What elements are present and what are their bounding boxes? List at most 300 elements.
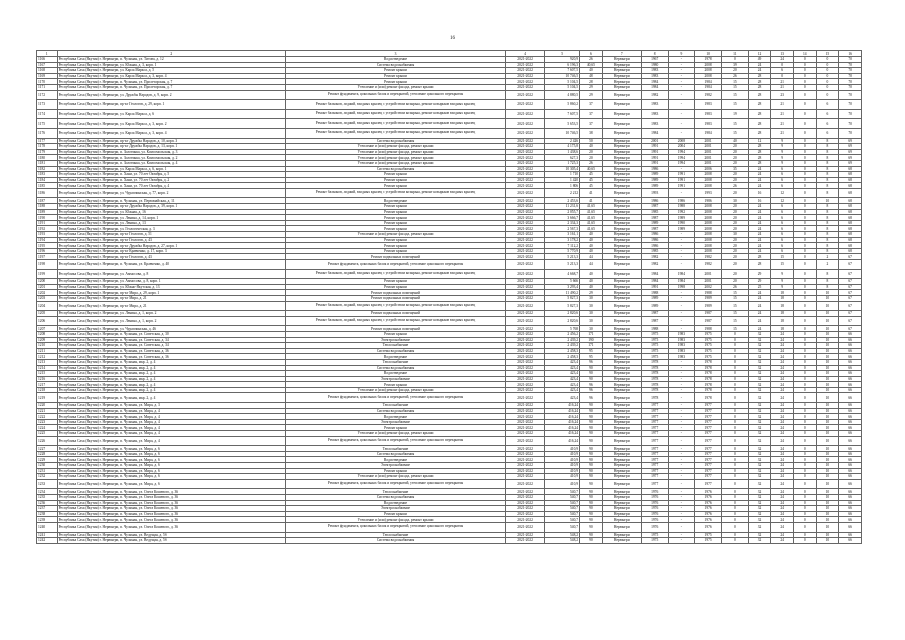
table-cell-col-8: 1978 — [641, 382, 668, 388]
table-cell-col-11: 0 — [722, 451, 749, 457]
table-cell-col-12: 24 — [748, 248, 771, 254]
table-cell-col-9: 1991 — [668, 183, 695, 189]
table-cell-col-6: 96 — [580, 393, 603, 403]
table-cell-col-5: 10 746,5 — [545, 128, 580, 138]
table-cell-col-15: 10 — [816, 326, 839, 332]
table-cell-col-1: 1230 — [37, 463, 58, 469]
table-body — [37, 57, 862, 544]
table-cell-col-14: 0 — [793, 506, 816, 512]
table-cell-col-1: 1194 — [37, 237, 58, 243]
table-cell-col-6: 50 — [580, 138, 603, 144]
table-cell-col-4: 2021-2022 — [506, 57, 545, 63]
table-cell-col-8: 1984 — [641, 128, 668, 138]
table-cell-col-7: Нерюнгри — [602, 365, 641, 371]
table-cell-col-6: 40 — [580, 237, 603, 243]
table-cell-col-12: 29 — [748, 279, 771, 285]
table-cell-col-14: 0 — [793, 414, 816, 420]
table-cell-col-16: 68 — [839, 166, 862, 172]
table-cell-col-1: 1214 — [37, 365, 58, 371]
table-cell-col-14: 0 — [793, 79, 816, 85]
table-cell-col-7: Нерюнгри — [602, 57, 641, 63]
table-cell-col-12: 32 — [748, 337, 771, 343]
table-cell-col-16: 67 — [839, 284, 862, 290]
table-cell-col-11: 0 — [722, 414, 749, 420]
table-cell-col-8: 1991 — [641, 149, 668, 155]
table-cell-col-1: 1179 — [37, 149, 58, 155]
table-cell-col-14: 0 — [793, 326, 816, 332]
table-cell-col-7: Нерюнгри — [602, 220, 641, 226]
table-cell-col-12: 32 — [748, 348, 771, 354]
table-cell-col-10: 2001 — [695, 149, 722, 155]
table-cell-col-2: Республика Саха (Якутия) г. Нерюнгри, п. Чульман, ул. Олега Кошевого, д. 36 — [57, 511, 285, 517]
table-cell-col-2: Республика Саха (Якутия) г. Нерюнгри, п. Чульман, ул. Советская, д. 36 — [57, 348, 285, 354]
table-cell-col-5: 5 827,3 — [545, 295, 580, 301]
table-cell-col-2: Республика Саха (Якутия) г. Нерюнгри, п. Чульман, ул. Мира, д. 4 — [57, 419, 285, 425]
table-cell-col-7: Нерюнгри — [602, 408, 641, 414]
table-cell-col-13: 9 — [771, 144, 794, 150]
table-cell-col-3: Утепление и (или) ремонт фасада, ремонт крыши — [285, 517, 505, 523]
table-cell-col-6: 95 — [580, 348, 603, 354]
table-cell-col-8: 1987 — [641, 215, 668, 221]
table-cell-col-16: 66 — [839, 354, 862, 360]
table-cell-col-6: 95 — [580, 354, 603, 360]
table-cell-col-11: 26 — [722, 73, 749, 79]
table-cell-col-10: 1977 — [695, 468, 722, 474]
table-cell-col-4: 2021-2022 — [506, 79, 545, 85]
table-cell-col-14: 0 — [793, 149, 816, 155]
table-cell-col-11: 15 — [722, 295, 749, 301]
table-cell-col-1: 1168 — [37, 68, 58, 74]
page-number: 16 — [450, 36, 455, 41]
table-cell-col-12: 32 — [748, 538, 771, 544]
table-cell-col-15: 8 — [816, 144, 839, 150]
table-cell-col-2: Республика Саха (Якутия) г. Нерюнгри, п. Чульман, ул. Мира, д. 3 — [57, 403, 285, 409]
table-cell-col-7: Нерюнгри — [602, 215, 641, 221]
table-cell-col-12: 32 — [748, 532, 771, 538]
table-cell-col-14: 0 — [793, 138, 816, 144]
table-cell-col-5: 11 490,2 — [545, 290, 580, 296]
table-cell-col-3: Ремонт балконов, лоджий, входных крылец с устройством козырька, ремонт козырьков входных крылец — [285, 301, 505, 311]
table-cell-col-4: 2021-2022 — [506, 500, 545, 506]
table-cell-col-13: 6 — [771, 226, 794, 232]
table-cell-col-4: 2021-2022 — [506, 382, 545, 388]
table-cell-col-8: 1989 — [641, 301, 668, 311]
table-cell-col-5: 540,7 — [545, 517, 580, 523]
table-cell-col-8: 1991 — [641, 160, 668, 166]
table-cell-col-13: 6 — [771, 220, 794, 226]
table-cell-col-4: 2021-2022 — [506, 403, 545, 409]
table-cell-col-12: 32 — [748, 343, 771, 349]
table-cell-col-15: 8 — [816, 243, 839, 249]
table-cell-col-9: 1990 — [668, 220, 695, 226]
table-cell-col-11: 0 — [722, 446, 749, 452]
table-cell-col-4: 2021-2022 — [506, 188, 545, 198]
table-cell-col-5: 410,9 — [545, 463, 580, 469]
table-cell-col-12: 28 — [748, 73, 771, 79]
table-cell-col-5: 2 458,3 — [545, 348, 580, 354]
table-cell-col-11: 0 — [722, 376, 749, 382]
table-row — [37, 316, 862, 326]
table-cell-col-4: 2021-2022 — [506, 248, 545, 254]
table-cell-col-6: 40,65 — [580, 166, 603, 172]
table-cell-col-7: Нерюнгри — [602, 226, 641, 232]
table-cell-col-7: Нерюнгри — [602, 376, 641, 382]
table-cell-col-9: - — [668, 301, 695, 311]
table-cell-col-16: 70 — [839, 68, 862, 74]
table-cell-col-6: 30 — [580, 295, 603, 301]
table-cell-col-11: 0 — [722, 425, 749, 431]
table-cell-col-11: 15 — [722, 316, 749, 326]
table-cell-col-13: 24 — [771, 348, 794, 354]
column-header-15: 15 — [816, 51, 839, 57]
table-cell-col-3: Ремонт фундамента, цокольных балок и перекрытий, утепление цокольного перекрытия — [285, 436, 505, 446]
table-row — [37, 188, 862, 198]
table-cell-col-10: 1982 — [695, 254, 722, 260]
table-cell-col-4: 2021-2022 — [506, 425, 545, 431]
table-cell-col-6: 28 — [580, 79, 603, 85]
table-cell-col-8: 1977 — [641, 457, 668, 463]
table-cell-col-11: 15 — [722, 128, 749, 138]
table-cell-col-15: 8 — [816, 284, 839, 290]
table-cell-col-13: 24 — [771, 425, 794, 431]
table-cell-col-2: Республика Саха (Якутия) г. Нерюнгри, ул. Чурапчинская, д. 77, корп. 2 — [57, 188, 285, 198]
table-cell-col-15: 10 — [816, 376, 839, 382]
table-cell-col-14: 0 — [793, 538, 816, 544]
table-cell-col-1: 1237 — [37, 506, 58, 512]
table-cell-col-5: 5 768 — [545, 326, 580, 332]
table-cell-col-13: 6 — [771, 68, 794, 74]
table-cell-col-8: 1986 — [641, 198, 668, 204]
table-cell-col-12: 28 — [748, 128, 771, 138]
table-cell-col-5: 423,4 — [545, 359, 580, 365]
table-cell-col-6: 41 — [580, 188, 603, 198]
table-cell-col-16: 67 — [839, 279, 862, 285]
table-cell-col-7: Нерюнгри — [602, 500, 641, 506]
table-cell-col-11: 0 — [722, 393, 749, 403]
table-cell-col-8: 1978 — [641, 371, 668, 377]
table-cell-col-11: 20 — [722, 254, 749, 260]
table-cell-col-7: Нерюнгри — [602, 348, 641, 354]
table-cell-col-6: 44 — [580, 260, 603, 270]
table-cell-col-13: 6 — [771, 232, 794, 238]
table-cell-col-8: 1985 — [641, 248, 668, 254]
table-cell-col-8: 1975 — [641, 532, 668, 538]
table-cell-col-8: 1976 — [641, 506, 668, 512]
table-cell-col-9: 1998 — [668, 284, 695, 290]
table-cell-col-6: 44 — [580, 254, 603, 260]
table-cell-col-12: 32 — [748, 517, 771, 523]
table-cell-col-12: 28 — [748, 100, 771, 110]
table-cell-col-16: 66 — [839, 532, 862, 538]
table-cell-col-2: Республика Саха (Якутия) г. Нерюнгри, п. Чульман, ул. Мира, д. 6 — [57, 446, 285, 452]
table-cell-col-7: Нерюнгри — [602, 474, 641, 480]
table-cell-col-2: Республика Саха (Якутия) г. Нерюнгри, п. Чульман, мкр. 2, д. 4 — [57, 382, 285, 388]
table-cell-col-12: 24 — [748, 243, 771, 249]
table-cell-col-5: 410,9 — [545, 468, 580, 474]
table-cell-col-15: 8 — [816, 172, 839, 178]
table-cell-col-15: 10 — [816, 419, 839, 425]
table-cell-col-7: Нерюнгри — [602, 403, 641, 409]
table-cell-col-4: 2021-2022 — [506, 359, 545, 365]
table-cell-col-4: 2021-2022 — [506, 198, 545, 204]
table-cell-col-9: - — [668, 500, 695, 506]
table-cell-col-16: 67 — [839, 290, 862, 296]
table-cell-col-7: Нерюнгри — [602, 468, 641, 474]
table-cell-col-9: - — [668, 419, 695, 425]
table-cell-col-13: 24 — [771, 359, 794, 365]
table-cell-col-2: Республика Саха (Якутия) г. Нерюнгри, п. Чульман, ул. Олега Кошевого, д. 36 — [57, 517, 285, 523]
table-cell-col-7: Нерюнгри — [602, 160, 641, 166]
table-cell-col-1: 1235 — [37, 494, 58, 500]
table-cell-col-12: 32 — [748, 331, 771, 337]
table-cell-col-2: Республика Саха (Якутия) г. Нерюнгри, п. Чульман, ул. Мира, д. 6 — [57, 457, 285, 463]
table-cell-col-11: 0 — [722, 494, 749, 500]
table-cell-col-8: 2001 — [641, 138, 668, 144]
table-cell-col-13: 9 — [771, 279, 794, 285]
table-cell-col-5: 2 055,7 — [545, 209, 580, 215]
table-cell-col-10: 2001 — [695, 155, 722, 161]
table-cell-col-1: 1226 — [37, 436, 58, 446]
table-cell-col-6: 171 — [580, 343, 603, 349]
table-cell-col-6: 41,65 — [580, 215, 603, 221]
table-cell-col-13: 6 — [771, 243, 794, 249]
table-cell-col-1: 1174 — [37, 109, 58, 119]
table-cell-col-11: 0 — [722, 365, 749, 371]
table-cell-col-7: Нерюнгри — [602, 414, 641, 420]
table-cell-col-8: 1977 — [641, 474, 668, 480]
table-cell-col-7: Нерюнгри — [602, 209, 641, 215]
table-cell-col-14: 0 — [793, 68, 816, 74]
table-cell-col-11: 0 — [722, 57, 749, 63]
table-cell-col-8: 1975 — [641, 337, 668, 343]
table-cell-col-9: - — [668, 538, 695, 544]
table-cell-col-7: Нерюнгри — [602, 84, 641, 90]
table-cell-col-10: 2001 — [695, 160, 722, 166]
table-cell-col-9: - — [668, 100, 695, 110]
table-cell-col-2: Республика Саха (Якутия) г. Нерюнгри, ул. Южная, д. 3, корп. 1 — [57, 62, 285, 68]
table-cell-col-3: Система водоснабжения — [285, 408, 505, 414]
table-cell-col-2: Республика Саха (Якутия) г. Нерюнгри, п. Хани, ул. 70 лет Октября, д. 4 — [57, 183, 285, 189]
table-cell-col-9: 1991 — [668, 172, 695, 178]
table-cell-col-11: 0 — [722, 457, 749, 463]
table-cell-col-10: 1977 — [695, 431, 722, 437]
table-cell-col-6: 90 — [580, 532, 603, 538]
table-cell-col-5: 3 178,2 — [545, 237, 580, 243]
table-cell-col-10: 2001 — [695, 144, 722, 150]
table-cell-col-10: 1977 — [695, 451, 722, 457]
table-cell-col-14: 0 — [793, 446, 816, 452]
table-cell-col-16: 68 — [839, 220, 862, 226]
table-cell-col-6: 90 — [580, 511, 603, 517]
table-cell-col-4: 2021-2022 — [506, 337, 545, 343]
table-cell-col-6: 90 — [580, 376, 603, 382]
table-cell-col-5: 1 420 — [545, 177, 580, 183]
table-cell-col-13: 6 — [771, 166, 794, 172]
table-cell-col-1: 1206 — [37, 316, 58, 326]
table-cell-col-11: 0 — [722, 500, 749, 506]
table-cell-col-15: 10 — [816, 311, 839, 317]
table-cell-col-9: - — [668, 414, 695, 420]
table-cell-col-16: 66 — [839, 431, 862, 437]
table-cell-col-6: 30 — [580, 326, 603, 332]
table-cell-col-2: Республика Саха (Якутия) г. Нерюнгри, п. Чульман, ул. Советская, д. 34 — [57, 337, 285, 343]
table-cell-col-15: 6 — [816, 128, 839, 138]
table-cell-col-3: Ремонт балконов, лоджий, входных крылец с устройством козырька, ремонт козырьков входных крылец — [285, 109, 505, 119]
table-cell-col-14: 0 — [793, 172, 816, 178]
table-cell-col-5: 540,7 — [545, 500, 580, 506]
table-cell-col-7: Нерюнгри — [602, 188, 641, 198]
table-cell-col-8: 1978 — [641, 365, 668, 371]
table-cell-col-9: - — [668, 243, 695, 249]
table-cell-col-12: 32 — [748, 489, 771, 495]
table-cell-col-15: 10 — [816, 331, 839, 337]
table-cell-col-5: 5 860,2 — [545, 100, 580, 110]
table-cell-col-6: 37 — [580, 109, 603, 119]
table-cell-col-7: Нерюнгри — [602, 382, 641, 388]
table-cell-col-3: Ремонт крыши — [285, 215, 505, 221]
table-cell-col-3: Ремонт крыши — [285, 511, 505, 517]
table-cell-col-7: Нерюнгри — [602, 177, 641, 183]
table-cell-col-12: 28 — [748, 155, 771, 161]
table-cell-col-13: 9 — [771, 160, 794, 166]
table-cell-col-2: Республика Саха (Якутия) г. Нерюнгри, пр-кт Мира, д. 21 — [57, 301, 285, 311]
table-cell-col-14: 0 — [793, 494, 816, 500]
table-cell-col-10: 1976 — [695, 517, 722, 523]
table-cell-col-8: 1977 — [641, 419, 668, 425]
table-cell-col-16: 68 — [839, 209, 862, 215]
table-cell-col-5: 1 710 — [545, 172, 580, 178]
table-cell-col-1: 1198 — [37, 260, 58, 270]
table-cell-col-13: 24 — [771, 382, 794, 388]
table-cell-col-4: 2021-2022 — [506, 311, 545, 317]
table-cell-col-3: Ремонт крыши — [285, 79, 505, 85]
table-cell-col-13: 24 — [771, 511, 794, 517]
table-cell-col-9: - — [668, 109, 695, 119]
table-cell-col-16: 67 — [839, 316, 862, 326]
table-cell-col-9: 2004 — [668, 144, 695, 150]
table-cell-col-5: 540,7 — [545, 494, 580, 500]
column-header-8: 8 — [641, 51, 668, 57]
table-cell-col-13: 24 — [771, 376, 794, 382]
table-cell-col-4: 2021-2022 — [506, 90, 545, 100]
table-cell-col-10: 1977 — [695, 414, 722, 420]
table-row — [37, 109, 862, 119]
table-cell-col-15: 10 — [816, 506, 839, 512]
table-cell-col-10: 1987 — [695, 316, 722, 326]
table-cell-col-16: 66 — [839, 365, 862, 371]
table-cell-col-6: 90 — [580, 419, 603, 425]
table-cell-col-6: 90 — [580, 425, 603, 431]
table-cell-col-11: 20 — [722, 149, 749, 155]
table-cell-col-8: 1985 — [641, 209, 668, 215]
table-cell-col-12: 24 — [748, 166, 771, 172]
table-cell-col-8: 1987 — [641, 311, 668, 317]
table-cell-col-16: 68 — [839, 243, 862, 249]
table-cell-col-10: 2006 — [695, 166, 722, 172]
table-cell-col-11: 26 — [722, 284, 749, 290]
table-cell-col-7: Нерюнгри — [602, 538, 641, 544]
table-cell-col-12: 24 — [748, 215, 771, 221]
table-cell-col-4: 2021-2022 — [506, 316, 545, 326]
table-cell-col-9: - — [668, 425, 695, 431]
table-cell-col-9: - — [668, 84, 695, 90]
table-cell-col-12: 24 — [748, 295, 771, 301]
table-cell-col-2: Республика Саха (Якутия) г. Нерюнгри, п. Чульман, ул. Ведущая, д. 5б — [57, 538, 285, 544]
table-cell-col-16: 66 — [839, 436, 862, 446]
table-cell-col-8: 1967 — [641, 57, 668, 63]
table-cell-col-10: 2008 — [695, 226, 722, 232]
table-cell-col-5: 540,7 — [545, 522, 580, 532]
table-cell-col-8: 1989 — [641, 172, 668, 178]
table-cell-col-11: 15 — [722, 90, 749, 100]
table-cell-col-8: 1989 — [641, 183, 668, 189]
table-cell-col-4: 2021-2022 — [506, 155, 545, 161]
table-cell-col-8: 1977 — [641, 479, 668, 489]
table-cell-col-15: 10 — [816, 403, 839, 409]
table-cell-col-5: 410,9 — [545, 457, 580, 463]
table-cell-col-11: 0 — [722, 348, 749, 354]
table-cell-col-14: 0 — [793, 348, 816, 354]
table-cell-col-11: 40 — [722, 138, 749, 144]
table-cell-col-15: 10 — [816, 457, 839, 463]
table-cell-col-11: 0 — [722, 436, 749, 446]
table-cell-col-4: 2021-2022 — [506, 177, 545, 183]
table-cell-col-2: Республика Саха (Якутия) г. Нерюнгри, п. Золотинка, ул. Комсомольская, д. 3 — [57, 149, 285, 155]
table-cell-col-9: - — [668, 73, 695, 79]
table-cell-col-15: 10 — [816, 517, 839, 523]
table-cell-col-8: 1975 — [641, 354, 668, 360]
table-cell-col-9: - — [668, 517, 695, 523]
table-cell-col-10: 1977 — [695, 463, 722, 469]
table-cell-col-1: 1191 — [37, 220, 58, 226]
table-cell-col-2: Республика Саха (Якутия) г. Нерюнгри, пр-кт Мира, д. 29, корп. 1 — [57, 290, 285, 296]
table-cell-col-11: 20 — [722, 160, 749, 166]
table-cell-col-9: - — [668, 311, 695, 317]
table-cell-col-4: 2021-2022 — [506, 209, 545, 215]
table-cell-col-1: 1201 — [37, 284, 58, 290]
table-cell-col-6: 96 — [580, 382, 603, 388]
table-cell-col-4: 2021-2022 — [506, 119, 545, 129]
table-cell-col-9: - — [668, 326, 695, 332]
table-cell-col-3: Электроснабжение — [285, 337, 505, 343]
table-cell-col-6: 37 — [580, 100, 603, 110]
table-cell-col-10: 2008 — [695, 220, 722, 226]
table-cell-col-8: 1989 — [641, 177, 668, 183]
table-cell-col-9: - — [668, 166, 695, 172]
table-cell-col-11: 15 — [722, 311, 749, 317]
table-cell-col-12: 32 — [748, 500, 771, 506]
table-cell-col-10: 2008 — [695, 248, 722, 254]
table-cell-col-6: 90 — [580, 522, 603, 532]
table-cell-col-7: Нерюнгри — [602, 425, 641, 431]
table-cell-col-12: 12 — [748, 138, 771, 144]
table-cell-col-8: 1976 — [641, 489, 668, 495]
table-cell-col-5: 5 827,3 — [545, 301, 580, 311]
table-cell-col-16: 66 — [839, 414, 862, 420]
column-header-10: 10 — [695, 51, 722, 57]
table-cell-col-3: Утепление и (или) ремонт фасада, ремонт крыши — [285, 232, 505, 238]
table-cell-col-3: Система водоснабжения — [285, 538, 505, 544]
table-cell-col-8: 1988 — [641, 326, 668, 332]
table-cell-col-16: 66 — [839, 343, 862, 349]
table-cell-col-9: 1983 — [668, 331, 695, 337]
table-cell-col-14: 0 — [793, 387, 816, 393]
table-cell-col-2: Республика Саха (Якутия) г. Нерюнгри, п. Чульман, ул. Пролетарская, д. 7 — [57, 84, 285, 90]
table-cell-col-12: 32 — [748, 463, 771, 469]
table-cell-col-7: Нерюнгри — [602, 254, 641, 260]
table-cell-col-1: 1203 — [37, 295, 58, 301]
table-cell-col-15: 8 — [816, 226, 839, 232]
